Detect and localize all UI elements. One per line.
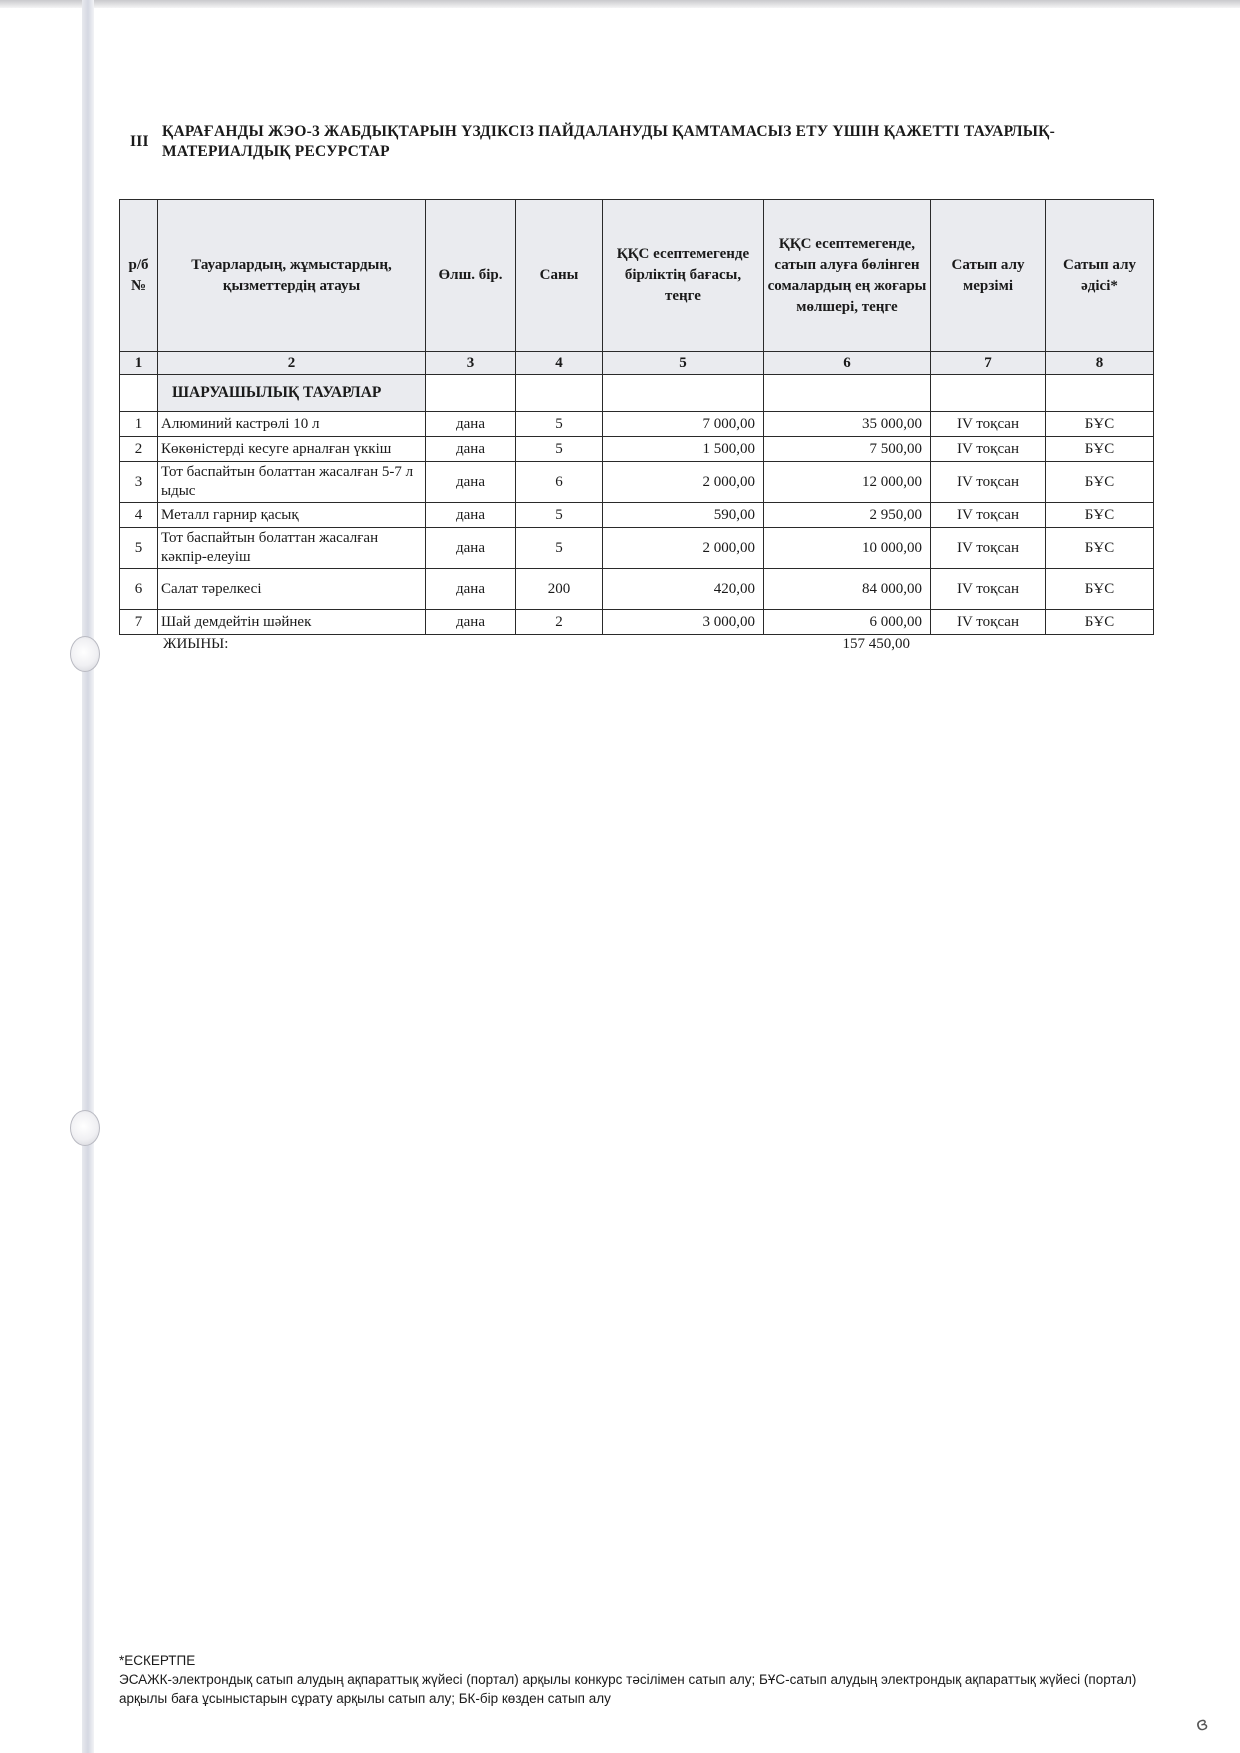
table-row bbox=[120, 462, 1154, 503]
item-method: БҰС bbox=[1046, 462, 1154, 503]
handwritten-mark: ɞ bbox=[1193, 1712, 1211, 1737]
item-unit: дана bbox=[426, 412, 516, 437]
row-number: 2 bbox=[120, 437, 158, 462]
header-cell-period: Сатып алу мерзімі bbox=[931, 200, 1046, 352]
item-price: 2 000,00 bbox=[603, 462, 764, 503]
item-period: IV тоқсан bbox=[931, 437, 1046, 462]
total-value: 157 450,00 bbox=[842, 636, 910, 652]
item-name: Алюминий кастрөлі 10 л bbox=[158, 412, 426, 437]
item-period: IV тоқсан bbox=[931, 462, 1046, 503]
item-method: БҰС bbox=[1046, 569, 1154, 610]
footnote-title: *ЕСКЕРТПЕ bbox=[119, 1653, 196, 1668]
category-empty-cell bbox=[1046, 375, 1154, 412]
row-number: 3 bbox=[120, 462, 158, 503]
item-period: IV тоқсан bbox=[931, 528, 1046, 569]
item-amount: 12 000,00 bbox=[764, 462, 931, 503]
header-cell-name: Тауарлардың, жұмыстардың, қызметтердің атауы bbox=[158, 200, 426, 352]
item-qty: 2 bbox=[516, 610, 603, 635]
item-price: 7 000,00 bbox=[603, 412, 764, 437]
item-unit: дана bbox=[426, 528, 516, 569]
category-empty-cell bbox=[764, 375, 931, 412]
goods-table bbox=[119, 199, 1154, 635]
item-period: IV тоқсан bbox=[931, 610, 1046, 635]
column-number: 2 bbox=[158, 352, 426, 375]
item-unit: дана bbox=[426, 462, 516, 503]
item-price: 2 000,00 bbox=[603, 528, 764, 569]
table-row bbox=[120, 528, 1154, 569]
scan-top-edge bbox=[0, 0, 1240, 8]
column-number: 4 bbox=[516, 352, 603, 375]
item-price: 3 000,00 bbox=[603, 610, 764, 635]
item-amount: 84 000,00 bbox=[764, 569, 931, 610]
item-name: Салат тәрелкесі bbox=[158, 569, 426, 610]
column-number: 6 bbox=[764, 352, 931, 375]
item-amount: 2 950,00 bbox=[764, 503, 931, 528]
table-row bbox=[120, 412, 1154, 437]
item-qty: 200 bbox=[516, 569, 603, 610]
item-method: БҰС bbox=[1046, 412, 1154, 437]
header-cell-price: ҚҚС есептемегенде бірліктің бағасы, теңге bbox=[603, 200, 764, 352]
header-cell-amount: ҚҚС есептемегенде, сатып алуға бөлінген сомалардың ең жоғары мөлшері, теңге bbox=[764, 200, 931, 352]
item-unit: дана bbox=[426, 503, 516, 528]
item-period: IV тоқсан bbox=[931, 412, 1046, 437]
item-amount: 10 000,00 bbox=[764, 528, 931, 569]
category-empty-cell bbox=[120, 375, 158, 412]
column-number: 7 bbox=[931, 352, 1046, 375]
footnote-text: ЭСАЖК-электрондық сатып алудың ақпараттық жүйесі (портал) арқылы конкурс тәсілімен сатып алу; БҰС-сатып алудың электрондық ақпараттық жүйесі (портал) арқылы баға ұсыныстарын сұрату арқылы сатып алу; БК-бір көзден сатып алу bbox=[119, 1672, 1137, 1706]
punch-hole bbox=[70, 636, 100, 672]
table-row bbox=[120, 503, 1154, 528]
row-number: 5 bbox=[120, 528, 158, 569]
item-name: Тот баспайтын болаттан жасалған 5-7 л ыдыс bbox=[158, 462, 426, 503]
footnote bbox=[119, 1651, 1149, 1708]
item-name: Металл гарнир қасық bbox=[158, 503, 426, 528]
row-number: 6 bbox=[120, 569, 158, 610]
row-number: 7 bbox=[120, 610, 158, 635]
row-number: 1 bbox=[120, 412, 158, 437]
header-cell-no: р/б № bbox=[120, 200, 158, 352]
item-period: IV тоқсан bbox=[931, 503, 1046, 528]
column-number: 5 bbox=[603, 352, 764, 375]
item-unit: дана bbox=[426, 569, 516, 610]
table-header-row bbox=[120, 200, 1154, 352]
column-number: 1 bbox=[120, 352, 158, 375]
row-number: 4 bbox=[120, 503, 158, 528]
column-number: 3 bbox=[426, 352, 516, 375]
item-price: 1 500,00 bbox=[603, 437, 764, 462]
header-cell-method: Сатып алу әдісі* bbox=[1046, 200, 1154, 352]
category-empty-cell bbox=[426, 375, 516, 412]
item-qty: 6 bbox=[516, 462, 603, 503]
item-name: Шай демдейтін шәйнек bbox=[158, 610, 426, 635]
category-empty-cell bbox=[603, 375, 764, 412]
item-period: IV тоқсан bbox=[931, 569, 1046, 610]
item-price: 590,00 bbox=[603, 503, 764, 528]
category-empty-cell bbox=[931, 375, 1046, 412]
item-unit: дана bbox=[426, 437, 516, 462]
category-label: ШАРУАШЫЛЫҚ ТАУАРЛАР bbox=[158, 375, 426, 412]
punch-hole bbox=[70, 1110, 100, 1146]
item-amount: 6 000,00 bbox=[764, 610, 931, 635]
item-qty: 5 bbox=[516, 528, 603, 569]
column-number: 8 bbox=[1046, 352, 1154, 375]
table-row bbox=[120, 610, 1154, 635]
total-label: ЖИЫНЫ: bbox=[163, 636, 229, 652]
item-price: 420,00 bbox=[603, 569, 764, 610]
header-cell-unit: Өлш. бір. bbox=[426, 200, 516, 352]
item-method: БҰС bbox=[1046, 528, 1154, 569]
item-method: БҰС bbox=[1046, 610, 1154, 635]
item-qty: 5 bbox=[516, 412, 603, 437]
section-number: III bbox=[130, 133, 149, 150]
item-method: БҰС bbox=[1046, 437, 1154, 462]
section-heading: ҚАРАҒАНДЫ ЖЭО-3 ЖАБДЫҚТАРЫН ҮЗДІКСІЗ ПАЙДАЛАНУДЫ ҚАМТАМАСЫЗ ЕТУ ҮШІН ҚАЖЕТТІ ТАУАРЛЫҚ-МАТЕРИАЛДЫҚ РЕСУРСТАР bbox=[162, 123, 1055, 160]
item-unit: дана bbox=[426, 610, 516, 635]
table-row bbox=[120, 437, 1154, 462]
category-empty-cell bbox=[516, 375, 603, 412]
column-number-row bbox=[120, 352, 1154, 375]
item-qty: 5 bbox=[516, 503, 603, 528]
item-name: Көкөністерді кесуге арналған үккіш bbox=[158, 437, 426, 462]
header-cell-qty: Саны bbox=[516, 200, 603, 352]
category-row bbox=[120, 375, 1154, 412]
item-amount: 7 500,00 bbox=[764, 437, 931, 462]
binding-edge bbox=[82, 0, 94, 1753]
item-amount: 35 000,00 bbox=[764, 412, 931, 437]
item-method: БҰС bbox=[1046, 503, 1154, 528]
item-qty: 5 bbox=[516, 437, 603, 462]
table-row bbox=[120, 569, 1154, 610]
item-name: Тот баспайтын болаттан жасалған кәкпір-елеуіш bbox=[158, 528, 426, 569]
